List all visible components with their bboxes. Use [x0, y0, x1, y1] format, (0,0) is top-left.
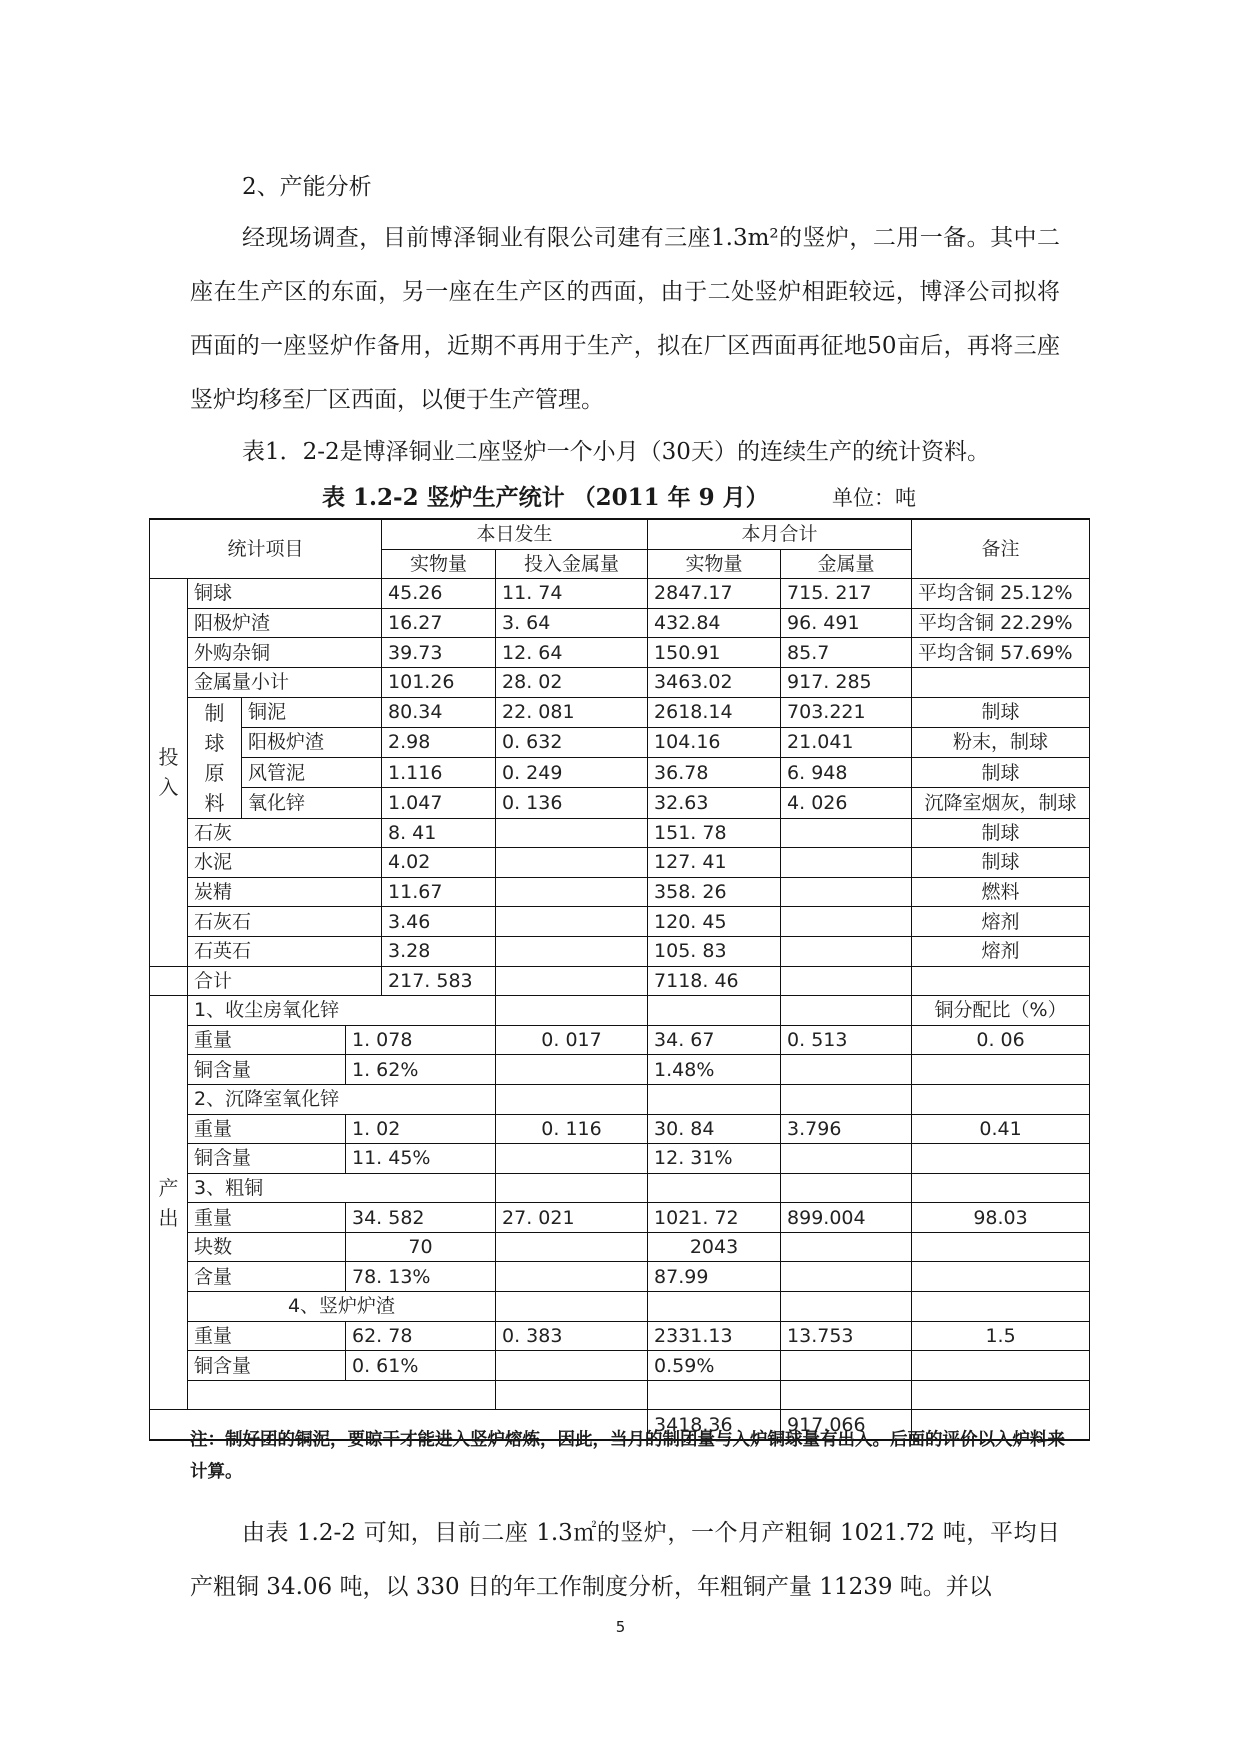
row-name: 阳极炉渣 — [242, 727, 382, 757]
cell-empty — [781, 1055, 912, 1085]
cell-empty — [648, 1380, 781, 1410]
cell-monthly-physical: 1021. 72 — [648, 1203, 781, 1233]
table-row — [150, 1292, 1090, 1322]
table-unit: 单位：吨 — [832, 486, 916, 510]
cell-daily-physical: 1. 078 — [346, 1025, 496, 1055]
cell-empty — [781, 1380, 912, 1410]
cell-daily-metal: 28. 02 — [496, 667, 648, 697]
cell-monthly-metal — [781, 936, 912, 966]
production-statistics-table-wrap — [149, 518, 1089, 1441]
cell-monthly-metal: 715. 217 — [781, 579, 912, 609]
table-row — [150, 1380, 1090, 1410]
cell-monthly-metal: 899.004 — [781, 1203, 912, 1233]
cell-monthly-physical: 2618.14 — [648, 697, 781, 727]
cell-daily-metal: 0. 017 — [496, 1025, 648, 1055]
header-monthly: 本月合计 — [648, 519, 912, 549]
cell-daily-physical: 34. 582 — [346, 1203, 496, 1233]
table-row — [150, 907, 1090, 937]
cell-daily-physical: 16.27 — [382, 608, 496, 638]
cell-daily-physical: 45.26 — [382, 579, 496, 609]
cell-daily-physical: 62. 78 — [346, 1321, 496, 1351]
cell-daily-physical: 1. 62% — [346, 1055, 496, 1085]
paragraph-capacity-conclusion: 由表 1.2-2 可知，目前二座 1.3㎡的竖炉，一个月产粗铜 1021.72 吨，平均日产粗铜 34.06 吨，以 330 日的年工作制度分析，年粗铜产量 11239 吨。并以 — [190, 1520, 1060, 1600]
cell-daily-metal: 0. 116 — [496, 1114, 648, 1144]
cell-monthly-metal — [781, 966, 912, 996]
cell-daily-metal — [496, 848, 648, 878]
cell-daily-physical: 39.73 — [382, 638, 496, 668]
cell-empty — [912, 1084, 1090, 1114]
cell-empty — [496, 1173, 648, 1203]
cell-daily-physical: 3.28 — [382, 936, 496, 966]
table-row — [150, 697, 1090, 727]
cell-empty — [912, 1232, 1090, 1262]
row-name: 铜泥 — [242, 697, 382, 727]
cell-daily-metal — [496, 936, 648, 966]
cell-daily-physical: 1.116 — [382, 758, 496, 788]
cell-daily-metal: 0. 249 — [496, 758, 648, 788]
cell-monthly-physical: 432.84 — [648, 608, 781, 638]
cell-monthly-physical: 2847.17 — [648, 579, 781, 609]
table-row — [150, 727, 1090, 757]
cell-monthly-physical: 32.63 — [648, 788, 781, 818]
cell-monthly-metal — [781, 877, 912, 907]
row-name: 石灰石 — [188, 907, 382, 937]
cell-empty — [781, 1232, 912, 1262]
cell-empty — [648, 1292, 781, 1322]
cell-daily-metal: 12. 64 — [496, 638, 648, 668]
cell-monthly-physical: 104.16 — [648, 727, 781, 757]
cell-daily-physical: 70 — [346, 1232, 496, 1262]
cell-monthly-metal: 6. 948 — [781, 758, 912, 788]
cell-empty — [496, 1144, 648, 1174]
cell-empty — [496, 1084, 648, 1114]
cell-daily-metal: 11. 74 — [496, 579, 648, 609]
table-row — [150, 788, 1090, 818]
cell-ratio: 98.03 — [912, 1203, 1090, 1233]
cell-monthly-metal — [781, 848, 912, 878]
row-name: 铜含量 — [188, 1351, 346, 1381]
table-row — [150, 996, 1090, 1026]
header-daily: 本日发生 — [382, 519, 648, 549]
cell-empty — [496, 1055, 648, 1085]
cell-monthly-physical: 3463.02 — [648, 667, 781, 697]
cell-remark: 平均含铜 22.29% — [912, 608, 1090, 638]
cell-monthly-metal: 96. 491 — [781, 608, 912, 638]
header-remark: 备注 — [912, 519, 1090, 579]
row-name: 水泥 — [188, 848, 382, 878]
cell-monthly-metal: 917. 285 — [781, 667, 912, 697]
header-daily-metal: 投入金属量 — [496, 549, 648, 579]
cell-empty — [648, 1173, 781, 1203]
row-name: 氧化锌 — [242, 788, 382, 818]
table-row — [150, 1262, 1090, 1292]
cell-daily-physical: 3.46 — [382, 907, 496, 937]
cell-remark: 制球 — [912, 758, 1090, 788]
table-caption — [322, 478, 962, 518]
cell-remark — [912, 667, 1090, 697]
cell-monthly-physical: 1.48% — [648, 1055, 781, 1085]
table-row — [150, 1084, 1090, 1114]
cell-remark — [912, 966, 1090, 996]
cell-empty — [496, 1232, 648, 1262]
cell-remark: 制球 — [912, 818, 1090, 848]
cell-empty — [188, 1380, 496, 1410]
cell-monthly-physical: 12. 31% — [648, 1144, 781, 1174]
cell-ratio: 1.5 — [912, 1321, 1090, 1351]
cell-empty — [648, 996, 781, 1026]
header-item: 统计项目 — [150, 519, 382, 579]
cell-monthly-physical: 87.99 — [648, 1262, 781, 1292]
cell-monthly-physical: 34. 67 — [648, 1025, 781, 1055]
row-group-title: 3、粗铜 — [188, 1173, 496, 1203]
table-row — [150, 848, 1090, 878]
cell-daily-physical: 217. 583 — [382, 966, 496, 996]
cell-empty — [496, 996, 648, 1026]
cell-remark: 平均含铜 57.69% — [912, 638, 1090, 668]
table-row — [150, 638, 1090, 668]
header-monthly-physical: 实物量 — [648, 549, 781, 579]
row-name: 铜球 — [188, 579, 382, 609]
cell-empty — [150, 966, 188, 996]
cell-daily-metal: 0. 383 — [496, 1321, 648, 1351]
cell-daily-physical: 11.67 — [382, 877, 496, 907]
table-row — [150, 1321, 1090, 1351]
cell-remark: 粉末，制球 — [912, 727, 1090, 757]
row-group-title: 1、收尘房氧化锌 — [188, 996, 496, 1026]
cell-empty — [781, 1173, 912, 1203]
table-row — [150, 1351, 1090, 1381]
cell-monthly-metal: 4. 026 — [781, 788, 912, 818]
cell-empty — [781, 996, 912, 1026]
table-row — [150, 1203, 1090, 1233]
section-heading: 2、产能分析 — [242, 174, 372, 200]
cell-daily-physical: 0. 61% — [346, 1351, 496, 1381]
cell-monthly-physical: 120. 45 — [648, 907, 781, 937]
cell-daily-metal: 0. 136 — [496, 788, 648, 818]
cell-monthly-physical: 7118. 46 — [648, 966, 781, 996]
cell-monthly-physical: 358. 26 — [648, 877, 781, 907]
row-name: 阳极炉渣 — [188, 608, 382, 638]
row-name: 重量 — [188, 1321, 346, 1351]
cell-empty — [912, 1262, 1090, 1292]
table-row — [150, 667, 1090, 697]
cell-remark: 沉降室烟灰，制球 — [912, 788, 1090, 818]
row-name: 重量 — [188, 1203, 346, 1233]
row-name: 重量 — [188, 1114, 346, 1144]
cell-empty — [648, 1084, 781, 1114]
cell-remark: 制球 — [912, 848, 1090, 878]
cell-daily-metal: 0. 632 — [496, 727, 648, 757]
cell-monthly-metal — [781, 907, 912, 937]
table-row — [150, 1173, 1090, 1203]
table-intro-paragraph: 表1．2-2是博泽铜业二座竖炉一个小月（30天）的连续生产的统计资料。 — [242, 439, 990, 465]
cell-daily-metal — [496, 966, 648, 996]
output-section-label: 产出 — [150, 996, 188, 1410]
paragraph-capacity-survey: 经现场调查，目前博泽铜业有限公司建有三座1.3m²的竖炉，二用一备。其中二座在生产区的东面，另一座在生产区的西面，由于二处竖炉相距较远，博泽公司拟将西面的一座竖炉作备用，近期不再用于生产，拟在厂区西面再征地50亩后，再将三座竖炉均移至厂区西面，以便于生产管理。 — [190, 225, 1060, 413]
cell-monthly-physical: 151. 78 — [648, 818, 781, 848]
table-row — [150, 818, 1090, 848]
cell-daily-physical: 1.047 — [382, 788, 496, 818]
table-row — [150, 936, 1090, 966]
input-section-label: 投入 — [150, 579, 188, 966]
cell-monthly-metal: 0. 513 — [781, 1025, 912, 1055]
cell-monthly-physical: 0.59% — [648, 1351, 781, 1381]
cell-empty — [496, 1262, 648, 1292]
cell-monthly-physical: 2331.13 — [648, 1321, 781, 1351]
cell-remark: 熔剂 — [912, 907, 1090, 937]
page-number: 5 — [615, 1618, 626, 1636]
row-name: 石灰 — [188, 818, 382, 848]
row-name: 铜含量 — [188, 1055, 346, 1085]
table-row — [150, 877, 1090, 907]
cell-empty — [912, 1292, 1090, 1322]
cell-daily-physical: 11. 45% — [346, 1144, 496, 1174]
cell-empty — [912, 1380, 1090, 1410]
row-group-title: 4、竖炉炉渣 — [188, 1292, 496, 1322]
table-footnote: 注：制好团的铜泥，要晾干才能进入竖炉熔炼，因此，当月的制团量与入炉铜球量有出入。后面的评价以入炉料来计算。 — [190, 1430, 1065, 1482]
row-name: 铜含量 — [188, 1144, 346, 1174]
cell-monthly-physical: 36.78 — [648, 758, 781, 788]
cell-monthly-physical: 150.91 — [648, 638, 781, 668]
row-name: 金属量小计 — [188, 667, 382, 697]
header-row-1 — [150, 519, 1090, 549]
cell-monthly-metal: 13.753 — [781, 1321, 912, 1351]
row-name: 重量 — [188, 1025, 346, 1055]
cell-ratio: 0. 06 — [912, 1025, 1090, 1055]
row-name: 炭精 — [188, 877, 382, 907]
cell-monthly-metal: 21.041 — [781, 727, 912, 757]
table-row — [150, 1144, 1090, 1174]
cell-daily-physical: 1. 02 — [346, 1114, 496, 1144]
table-row — [150, 608, 1090, 638]
cell-empty — [912, 1144, 1090, 1174]
cell-monthly-metal: 703.221 — [781, 697, 912, 727]
table-row — [150, 1025, 1090, 1055]
cell-ratio: 0.41 — [912, 1114, 1090, 1144]
table-row — [150, 579, 1090, 609]
cell-daily-physical: 80.34 — [382, 697, 496, 727]
row-name: 外购杂铜 — [188, 638, 382, 668]
ball-material-label: 制球原料 — [188, 697, 242, 818]
cell-empty — [781, 1262, 912, 1292]
cell-empty — [781, 1084, 912, 1114]
total-row — [150, 966, 1090, 996]
table-row — [150, 1114, 1090, 1144]
cell-daily-metal: 3. 64 — [496, 608, 648, 638]
cell-daily-physical: 2.98 — [382, 727, 496, 757]
cell-daily-metal — [496, 818, 648, 848]
cell-daily-metal — [496, 907, 648, 937]
cell-monthly-physical: 127. 41 — [648, 848, 781, 878]
cell-monthly-metal: 917.066 — [781, 1410, 912, 1440]
cell-remark: 平均含铜 25.12% — [912, 579, 1090, 609]
cell-empty — [781, 1144, 912, 1174]
table-row — [150, 1232, 1090, 1262]
production-statistics-table — [149, 518, 1090, 1441]
cell-daily-metal: 27. 021 — [496, 1203, 648, 1233]
row-name: 合计 — [188, 966, 382, 996]
cell-daily-physical: 78. 13% — [346, 1262, 496, 1292]
cell-remark: 制球 — [912, 697, 1090, 727]
cell-monthly-physical: 2043 — [648, 1232, 781, 1262]
cell-monthly-physical: 3418.36 — [648, 1410, 781, 1440]
row-name: 含量 — [188, 1262, 346, 1292]
row-name: 石英石 — [188, 936, 382, 966]
cell-empty — [496, 1380, 648, 1410]
table-row — [150, 1055, 1090, 1085]
cell-empty — [496, 1292, 648, 1322]
cell-remark: 熔剂 — [912, 936, 1090, 966]
header-daily-physical: 实物量 — [382, 549, 496, 579]
cell-monthly-metal — [781, 818, 912, 848]
row-group-title: 2、沉降室氧化锌 — [188, 1084, 496, 1114]
cell-empty — [781, 1292, 912, 1322]
cell-empty — [496, 1351, 648, 1381]
row-name: 块数 — [188, 1232, 346, 1262]
cell-daily-physical: 8. 41 — [382, 818, 496, 848]
cell-ratio-header: 铜分配比（%） — [912, 996, 1090, 1026]
row-name: 风管泥 — [242, 758, 382, 788]
cell-daily-physical: 4.02 — [382, 848, 496, 878]
cell-daily-metal: 22. 081 — [496, 697, 648, 727]
cell-monthly-physical: 30. 84 — [648, 1114, 781, 1144]
cell-monthly-metal: 85.7 — [781, 638, 912, 668]
cell-empty — [912, 1173, 1090, 1203]
cell-daily-metal — [496, 877, 648, 907]
cell-empty — [912, 1055, 1090, 1085]
cell-monthly-physical: 105. 83 — [648, 936, 781, 966]
cell-monthly-metal: 3.796 — [781, 1114, 912, 1144]
cell-empty — [781, 1351, 912, 1381]
cell-daily-physical: 101.26 — [382, 667, 496, 697]
cell-remark: 燃料 — [912, 877, 1090, 907]
cell-empty — [912, 1351, 1090, 1381]
table-row — [150, 758, 1090, 788]
table-title: 表 1.2-2 竖炉生产统计 （2011 年 9 月） — [322, 484, 769, 511]
header-monthly-metal: 金属量 — [781, 549, 912, 579]
